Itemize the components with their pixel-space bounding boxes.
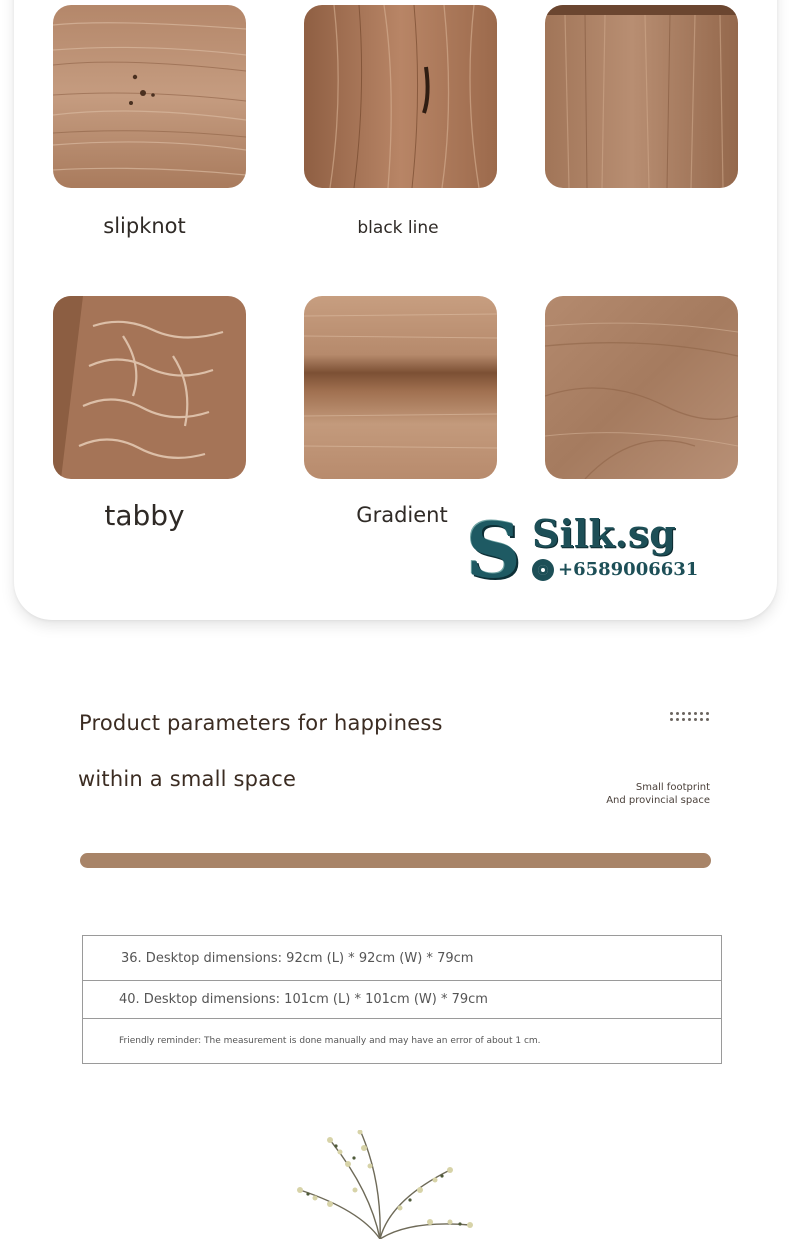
brand-initial: S — [466, 506, 521, 595]
reminder-row — [83, 1019, 721, 1063]
dimension-row-40 — [83, 981, 721, 1019]
aside-line1: Small footprint — [635, 782, 710, 793]
aside-line2: And provincial space — [606, 795, 710, 806]
dots-decoration — [670, 712, 712, 722]
dimension-row-36 — [83, 936, 721, 981]
plant-image — [270, 1130, 490, 1239]
dimension-text: 40. Desktop dimensions: 101cm (L) * 101cm (W) * 79cm — [119, 992, 488, 1007]
texture-label-slipknot: slipknot — [103, 214, 186, 238]
dimensions-table — [82, 935, 722, 1064]
texture-label-tabby: tabby — [104, 499, 185, 532]
params-title-line1: Product parameters for happiness — [79, 711, 443, 735]
texture-swatch-slipknot — [53, 5, 246, 188]
brand-name: Silk.sg — [532, 511, 676, 556]
texture-label-black-line: black line — [357, 218, 439, 238]
accent-bar — [80, 853, 711, 868]
reminder-text: Friendly reminder: The measurement is done manually and may have an error of about 1 cm. — [119, 1036, 541, 1046]
brand-phone — [532, 558, 698, 582]
texture-label-gradient: Gradient — [356, 503, 448, 527]
phone-number: +6589006631 — [558, 559, 699, 580]
texture-swatch-3 — [545, 5, 738, 188]
silk-watermark-logo — [466, 506, 699, 595]
texture-swatch-tabby — [53, 296, 246, 479]
params-title-line2: within a small space — [78, 767, 297, 791]
params-aside — [606, 781, 710, 807]
texture-swatch-gradient — [304, 296, 497, 479]
dimension-text: 36. Desktop dimensions: 92cm (L) * 92cm (W) * 79cm — [121, 950, 474, 966]
texture-swatch-6 — [545, 296, 738, 479]
texture-swatch-black-line — [304, 5, 497, 188]
whatsapp-icon — [532, 559, 554, 581]
